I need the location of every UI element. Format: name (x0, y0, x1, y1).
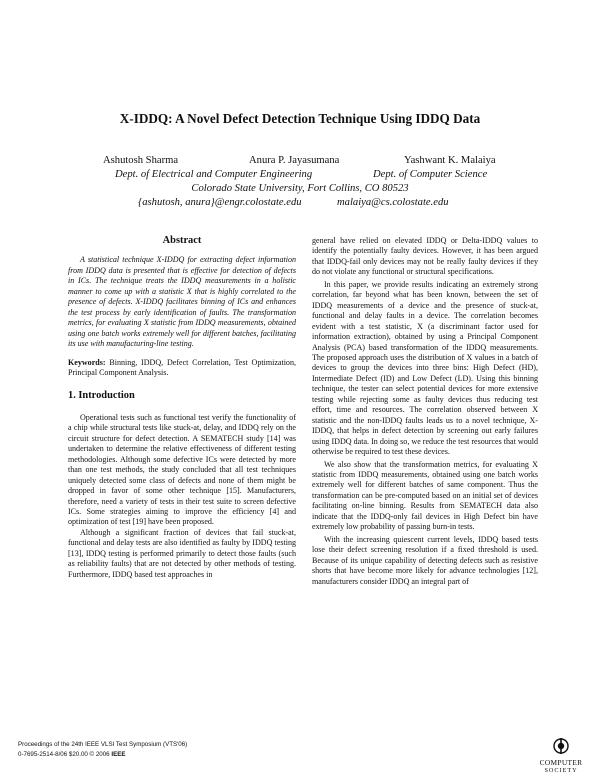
body-paragraph: general have relied on elevated IDDQ or Delta-IDDQ values to identify the potentially faulty devices. However, it has been argued that IDDQ-fail only devices may not be really faulty devices if they do not violate any functional or structural specifications. (312, 236, 538, 277)
keywords-text: Binning, IDDQ, Defect Correlation, Test Optimization, Principal Component Analysis. (68, 357, 296, 377)
keywords-label: Keywords: (68, 357, 106, 367)
page-footer (18, 740, 187, 759)
paper-title: X-IDDQ: A Novel Defect Detection Technique Using IDDQ Data (119, 111, 481, 126)
left-column (68, 236, 296, 580)
body-paragraph: With the increasing quiescent current levels, IDDQ based tests lose their defect screening resolution if a fixed threshold is used. Because of its unique capability of detecting defects such as resistive shorts that have become more likely for advance technologies [12], manufacturers consider IDDQ an integral part of (312, 534, 538, 586)
section-heading-introduction: 1. Introduction (68, 390, 135, 402)
email-line: {ashutosh, anura}@engr.colostate.edu (138, 197, 302, 208)
affiliation-university: Colorado State University, Fort Collins, CO 80523 (191, 183, 409, 194)
computer-society-logo (536, 738, 586, 774)
body-paragraph: We also show that the transformation metrics, for evaluating X statistic from IDDQ measurements, obtained using one batch works extremely well for different batches of same component. Thus the transformation can be pre-computed based on an initial set of devices facilitating on-line binning. Results from SEMATECH data also indicate that the IDDQ-only fail devices in High Defect bin have extremely low probability of passing burn-in tests. (312, 459, 538, 532)
intro-paragraph: Although a significant fraction of devices that fail stuck-at, functional and delay tests are also identified as faulty by IDDQ testing [13], IDDQ testing is performed primarily to detect those faults (such as reliability faults) that are not detected by other methods of testing. Furthermore, IDDQ based test approaches in (68, 527, 296, 579)
body-paragraph: In this paper, we provide results indicating an extremely strong correlation, far beyond what has been known, between the set of IDDQ measurements of a device and the presence of stuck-at, functional and delay faults in a device. The correlation becomes evident with a test statistic, X (a discriminant factor used for information extraction), obtained by using a Principal Component Analysis (PCA) based transformation of the IDDQ measurements. The proposed approach uses the distribution of X values in a batch of devices to group the devices into three bins: High Defect (HD), Intermediate Defect (ID) and Low Defect (LD). Using this binning technique, the tester can select potential devices for more extensive testing while rejecting some as faulty devices thus reducing test effort, time and resources. The correlation observed between X statistic and the non-IDDQ faults leads us to a novel technique, X-IDDQ, that helps in defect detection by screening out early failures using IDDQ data. In doing so, we reduce the test resources that would otherwise be required to test these devices. (312, 279, 538, 457)
email-line: malaiya@cs.colostate.edu (337, 197, 449, 208)
intro-paragraph: Operational tests such as functional test verify the functionality of a chip while structural tests like stuck-at, delay, and IDDQ rely on the circuit structure for defect detection. A SEMATECH study [14] was undertaken to determine the relative effectiveness of different testing methodologies. Although some defective ICs were detected by more than one test methods, the study concluded that all test techniques uniquely detected some class of defects and none of them might be dropped in favor of some other technique [15]. Manufacturers, therefore, need a variety of tests in their test suite to screen defective ICs. Some strategies aiming to improve the efficiency [4] and optimization of test [19] have been proposed. (68, 412, 296, 527)
proceedings-line: Proceedings of the 24th IEEE VLSI Test Symposium (VTS'06) (18, 741, 188, 748)
author-name: Ashutosh Sharma (103, 155, 179, 166)
author-name: Yashwant K. Malaiya (404, 155, 496, 166)
abstract-heading: Abstract (162, 235, 202, 246)
abstract-body: A statistical technique X-IDDQ for extracting defect information from IDDQ data is presented that is effective for detection of defects in ICs. The technique treats the IDDQ measurements in a holistic manner to come up with a statistic X that is highly correlated to the presence of defects. X-IDDQ facilitates binning of ICs and enhances the test process by early identification of faults. The transformation metrics, for evaluating X statistic from IDDQ measurements, obtained using one batch works extremely well for different batches, facilitating its use with manufacturing-line testing. (68, 255, 296, 349)
computer-society-emblem-icon (552, 738, 570, 754)
right-column (312, 236, 538, 587)
logo-text-society: SOCIETY (544, 767, 578, 774)
affiliation-ece: Dept. of Electrical and Computer Engineering (115, 169, 313, 180)
isbn-price: 0-7695-2514-8/06 $20.00 © 2006 (18, 750, 110, 758)
affiliation-cs: Dept. of Computer Science (373, 169, 488, 180)
author-name: Anura P. Jayasumana (249, 155, 340, 166)
logo-text-computer: COMPUTER (539, 758, 583, 767)
keywords (68, 358, 296, 379)
ieee-mark: IEEE (111, 750, 126, 758)
copyright-line (18, 750, 187, 760)
